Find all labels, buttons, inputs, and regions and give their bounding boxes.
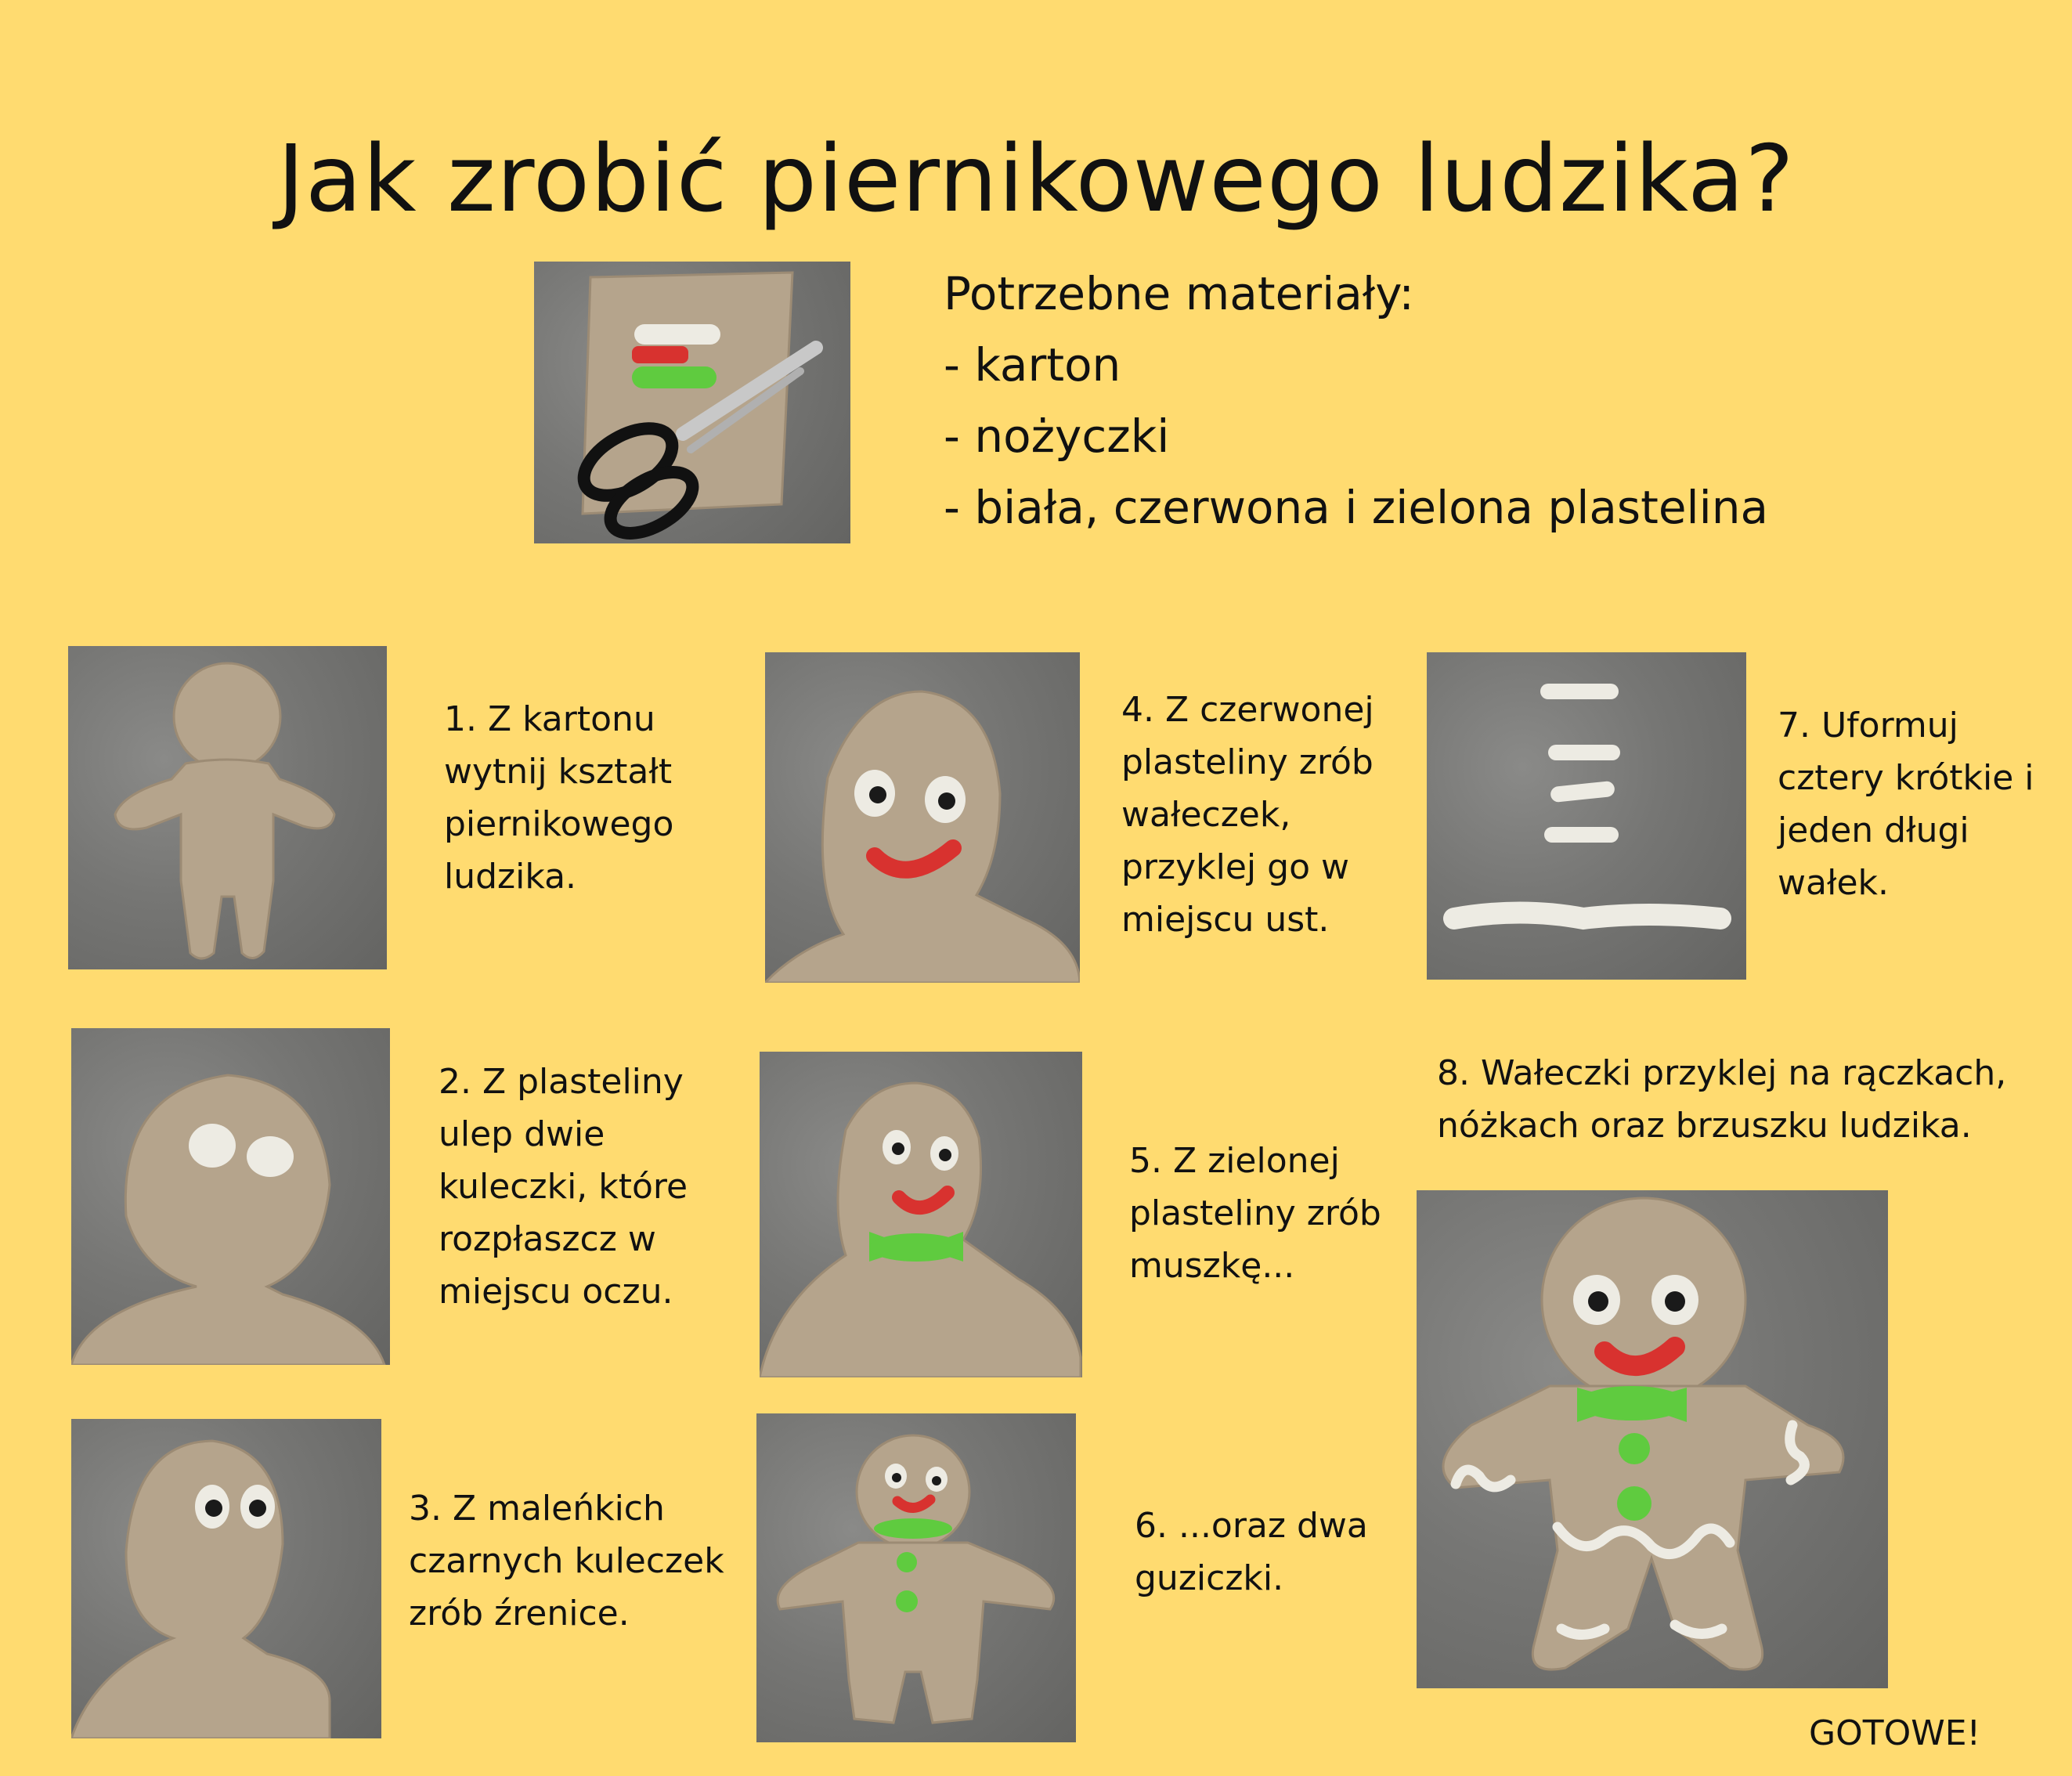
step-line: wytnij kształt bbox=[444, 752, 673, 792]
step-line: nóżkach oraz brzuszku ludzika. bbox=[1437, 1106, 1972, 1146]
materials-photo bbox=[534, 262, 850, 543]
step-line: 2. Z plasteliny bbox=[439, 1062, 684, 1102]
step-line: wałek. bbox=[1778, 863, 1889, 903]
step-1-text bbox=[444, 693, 673, 903]
step-line: cztery krótkie i bbox=[1778, 758, 2034, 798]
step-3-photo bbox=[71, 1419, 381, 1738]
step-3-text bbox=[409, 1482, 724, 1640]
step-5-text bbox=[1129, 1135, 1381, 1292]
step-line: guziczki. bbox=[1135, 1558, 1284, 1598]
step-2-text bbox=[439, 1056, 688, 1318]
step-line: 8. Wałeczki przyklej na rączkach, bbox=[1437, 1053, 2007, 1093]
materials-heading: Potrzebne materiały: bbox=[944, 267, 1414, 320]
materials-list bbox=[944, 258, 1768, 543]
step-2-photo bbox=[71, 1028, 390, 1365]
step-7-photo bbox=[1427, 652, 1746, 980]
step-line: jeden długi bbox=[1778, 810, 1969, 850]
step-line: 3. Z maleńkich bbox=[409, 1489, 665, 1529]
step-4-photo bbox=[765, 652, 1080, 983]
step-1-photo bbox=[68, 646, 387, 969]
step-line: czarnych kuleczek bbox=[409, 1541, 724, 1581]
step-line: wałeczek, bbox=[1121, 795, 1291, 835]
step-line: miejscu oczu. bbox=[439, 1272, 673, 1312]
done-label: GOTOWE! bbox=[1809, 1713, 1981, 1753]
step-line: przyklej go w bbox=[1121, 847, 1349, 887]
step-line: ulep dwie bbox=[439, 1114, 605, 1154]
step-line: kuleczki, które bbox=[439, 1167, 688, 1207]
step-line: 6. ...oraz dwa bbox=[1135, 1506, 1368, 1546]
step-7-text bbox=[1778, 699, 2034, 909]
step-line: 4. Z czerwonej bbox=[1121, 690, 1374, 730]
materials-item: - biała, czerwona i zielona plastelina bbox=[944, 481, 1769, 534]
step-line: piernikowego bbox=[444, 804, 674, 844]
step-6-photo bbox=[756, 1413, 1076, 1742]
step-8-photo bbox=[1417, 1190, 1888, 1688]
step-line: 1. Z kartonu bbox=[444, 699, 655, 739]
step-line: ludzika. bbox=[444, 857, 577, 897]
step-line: 7. Uformuj bbox=[1778, 706, 1958, 745]
materials-item: - karton bbox=[944, 338, 1121, 392]
page-title: Jak zrobić piernikowego ludzika? bbox=[277, 125, 1795, 233]
step-line: 5. Z zielonej bbox=[1129, 1141, 1340, 1181]
step-line: miejscu ust. bbox=[1121, 900, 1330, 940]
step-4-text bbox=[1121, 684, 1374, 946]
step-line: muszkę... bbox=[1129, 1246, 1295, 1286]
step-8-text bbox=[1437, 1047, 2006, 1152]
materials-item: - nożyczki bbox=[944, 410, 1170, 463]
step-line: zrób źrenice. bbox=[409, 1594, 630, 1633]
step-line: plasteliny zrób bbox=[1121, 742, 1374, 782]
step-6-text bbox=[1135, 1500, 1368, 1605]
step-line: rozpłaszcz w bbox=[439, 1219, 656, 1259]
step-line: plasteliny zrób bbox=[1129, 1193, 1381, 1233]
step-5-photo bbox=[760, 1052, 1082, 1377]
